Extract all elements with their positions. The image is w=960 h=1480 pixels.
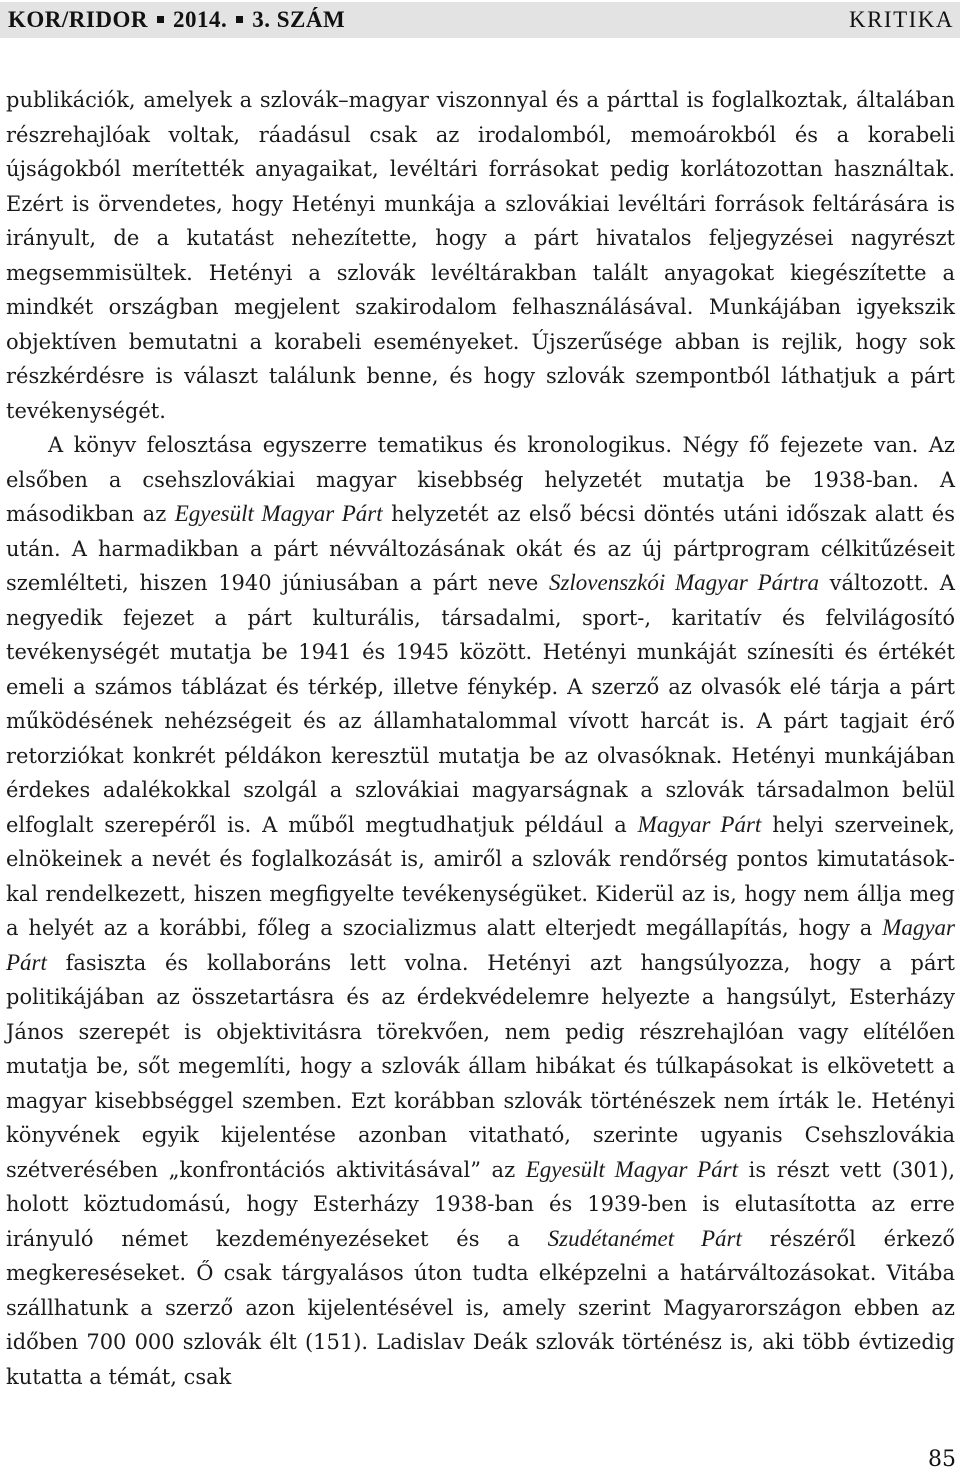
article-body [6,83,955,1394]
text-run: változott. A negyedik fejezet a párt kulturális, társadalmi, sport-, karitatív és felvilágosító tevékenységét mutatja be 1941 és 1945 között. Hetényi munkáját színesíti és értékét emeli a számos táblázat és térkép, illetve fénykép. A szerző az olvasók elé tárja a párt működésének nehézségeit és az államhatalommal vívott harcát is. A párt tagjait érő retorziókat konkrét példákon keresztül mutatja be az olvasóknak. Hetényi munkájában érdekes adalékokkal szolgál a szlovákiai magyarságnak a szlovák társadalmon belül elfoglalt szerepéről is. A műből megtudhatjuk például a [6,571,955,837]
italic-text: Egyesült Magyar Párt [525,1156,739,1182]
text-run: részéről érkező megkereséseket. Ő csak tárgyalásos úton tudta elképzelni a határváltozásokat. Vitába szállhatunk a szerző azon kijelentésével is, amely szerint Magyarországon ebben az időben 700 000 szlovák élt (151). Ladislav Deák szlovák történész is, aki több évtizedig kutatta a témát, csak [6,1226,956,1389]
italic-text: Szlovenszkói Magyar Pártra [548,570,819,595]
running-header [0,2,960,38]
section-label: KRITIKA [848,7,954,32]
paragraph [6,83,955,428]
text-run: helyi szerveinek, elnökeinek a nevét és foglalkozását is, amiről a szlovák rendőrség pontos kimutatásokkal rendelkezett, hiszen megfigyelte tevékenységüket. Kiderül az is, hogy nem állja meg a helyét az a korábbi, főleg a szocializmus alatt elterjedt megállapítás, hogy a [6,812,955,940]
journal-title: KOR/RIDOR [8,7,148,32]
italic-text: Szudétanémet Párt [547,1225,742,1251]
italic-text: Magyar Párt [637,811,762,837]
italic-text: Magyar Párt [6,915,955,975]
square-bullet-icon [157,16,164,23]
text-run: A könyv felosztása egyszerre tematikus és kronologikus. Négy fő fejezete van. Az elsőben a csehszlovákiai magyar kisebbség helyzetét mutatja be 1938-ban. A másodikban az [6,433,955,526]
journal-issue: 3. SZÁM [252,7,346,32]
journal-info [8,7,345,33]
paragraph [6,428,955,1394]
italic-text: Egyesült Magyar Párt [174,501,383,526]
page-number: 85 [928,1447,956,1472]
text-run: publikációk, amelyek a szlovák–magyar viszonnyal és a párttal is foglalkoztak, általában részrehajlóak voltak, ráadásul csak az irodalomból, memoárokból és a korabeli újságokból merítették anyagaikat, levéltári forrásokat pedig korlátozottan használtak. Ezért is örvendetes, hogy Hetényi munkája a szlovákiai levéltári források feltárására is irányult, de a kutatást nehezítette, hogy a párt hivatalos feljegyzései nagyrészt megsemmisültek. Hetényi a szlovák levéltárakban talált anyagokat kiegészítette a mindkét országban megjelent szakirodalom felhasználásával. Munkájában igyekszik objektíven bemutatni a korabeli eseményeket. Újszerűsége abban is rejlik, hogy sok részkérdésre is választ találunk benne, és hogy szlovák szempontból láthatjuk a párt tevékenységét. [6,88,955,423]
text-run: is részt vett (301), holott köztudomású, hogy Esterházy 1938-ban és 1939-ben is elutasította az erre irányuló német kezdeményezéseket és a [6,1157,955,1251]
square-bullet-icon [236,16,243,23]
text-run: helyzetét az első bécsi döntés utáni időszak alatt és után. A harmadikban a párt névváltozásának okát és az új pártprogram célkitűzéseit szemlélteti, hiszen 1940 júniusában a párt neve [6,502,955,595]
text-run: fasiszta és kollaboráns lett volna. Hetényi azt hangsúlyozza, hogy a párt politikájában az összetartásra és az érdekvédelemre helyezte a hangsúlyt, Esterházy János szerepét is objektivitásra törekvően, nem pedig részrehajlóan vagy elítélően mutatja be, sőt megemlíti, hogy a szlovák állam hibákat és túlkapásokat is elkövetett a magyar kisebbséggel szemben. Ezt korábban szlovák történészek nem írták le. Hetényi könyvének egyik kijelentése azonban vitatható, szerinte ugyanis Csehszlovákia szétverésében „konfrontációs aktivitásával” az [6,950,955,1182]
journal-year: 2014. [172,7,228,32]
